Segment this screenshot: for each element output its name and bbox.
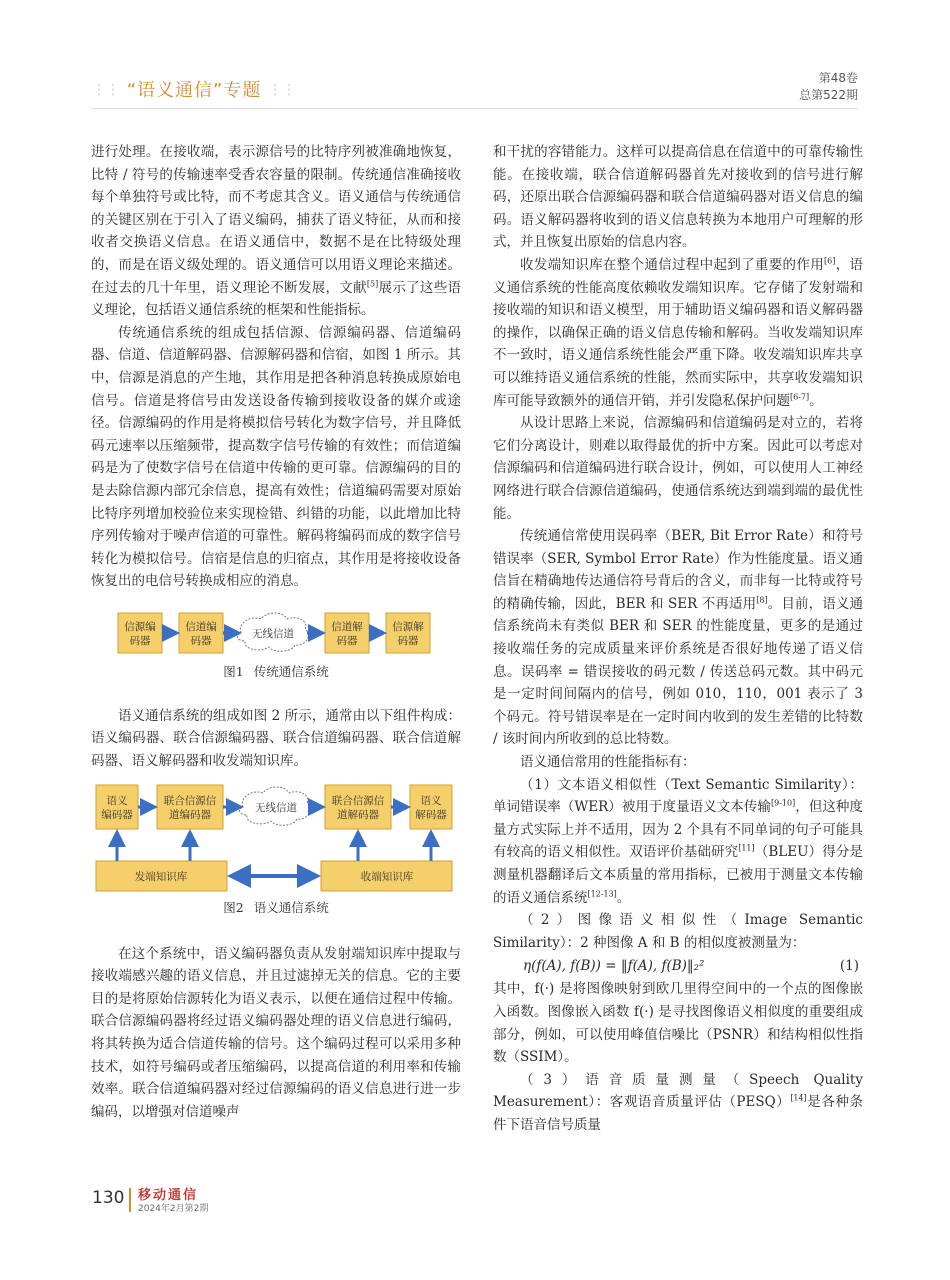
block-label: 道编码器 xyxy=(169,808,211,821)
source-decoder-block xyxy=(386,613,430,653)
topic-title xyxy=(92,76,296,102)
paragraph: 从设计思路上来说，信源编码和信道编码是对立的，若将它们分离设计，则难以取得最优的折中方案。因此可以考虑对信源编码和信道编码进行联合设计，例如，可以使用人工神经网络进行联合信源信道编码，使通信系统达到端到端的最优性能。 xyxy=(493,415,863,522)
block-label: 码器 xyxy=(190,634,212,647)
paragraph: 在这个系统中，语义编码器负责从发射端知识库中提取与接收端感兴趣的语义信息，并且过滤掉无关的信息。它的主要目的是将原始信源转化为语义表示，以便在通信过程中传输。联合信源编码器将经过语义编码器处理的语义信息进行编码，将其转换为适合信道传输的信号。这个编码过程可以采用多种技术，如符号编码或者压缩编码，以提高信道的利用率和传输效率。联合信道编码器对经过信源编码的语义信息进行进一步编码，以增强对信道噪声 xyxy=(91,945,461,1120)
figure-2 xyxy=(91,783,461,895)
figure-1 xyxy=(91,599,461,663)
total-issue: 总第522期 xyxy=(799,88,858,102)
block-label: 信源编 xyxy=(124,620,156,633)
topic-text: “语义通信”专题 xyxy=(126,80,262,101)
block-label: 码器 xyxy=(397,634,419,647)
figure-title: 传统通信系统 xyxy=(253,663,329,679)
citation: [11] xyxy=(738,843,755,853)
paragraph: （2）图像语义相似性（Image Semantic Similarity）：2 种图像 A 和 B 的相似度被测量为： xyxy=(493,912,863,951)
citation: [8] xyxy=(756,595,768,605)
grip-dots-icon: ⋮⋮ xyxy=(268,82,297,98)
paragraph: 语义通信系统的组成如图 2 所示，通常由以下组件构成：语义编码器、联合信源编码器、联合信道编码器、联合信道解码器、语义解码器和收发端知识库。 xyxy=(91,707,461,770)
citation: [9-10] xyxy=(770,798,796,808)
block-label: 码器 xyxy=(129,634,151,647)
block-label: 信道解 xyxy=(331,620,363,633)
citation: [5] xyxy=(366,279,379,289)
figure-number: 图1 xyxy=(223,663,244,679)
paragraph: 其中，f(·) 是将图像映射到欧几里得空间中的一个点的图像嵌入函数。图像嵌入函数 f(·) 是寻找图像语义相似度的重要组成部分，例如，可以使用峰值信噪比（PSNR）和结构相似性指数（SSIM）。 xyxy=(493,981,863,1066)
footer-divider xyxy=(129,1188,131,1212)
issue-date: 2024年2月第2期 xyxy=(138,1204,209,1214)
block-label: 信道编 xyxy=(185,620,217,633)
block-label: 道解码器 xyxy=(337,808,379,821)
paragraph: 进行处理。在接收端，表示源信号的比特序列被准确地恢复，比特 / 符号的传输速率受香农容量的限制。传统通信准确接收每个单独符号或比特，而不考虑其含义。语义通信与传统通信的关键区别在于引入了语义编码，捕获了语义特征，从而和接收者交换语义信息。在语义通信中，数据不是在比特级处理的，而是在语义级处理的。语义通信可以用语义理论来描述。在过去的几十年里，语义理论不断发展，文献[5]展示了这些语义理论，包括语义通信系统的框架和性能指标。 xyxy=(91,144,462,319)
page-number: 130 xyxy=(92,1188,125,1208)
semantic-decoder-block xyxy=(410,785,452,829)
left-column xyxy=(91,141,461,1123)
semantic-encoder-block xyxy=(96,785,138,829)
paragraph: 收发端知识库在整个通信过程中起到了重要的作用[6]，语义通信系统的性能高度依赖收发端知识库。它存储了发射端和接收端的知识和语义模型，用于辅助语义编码器和语义解码器的操作，以确保正确的语义信息传输和解码。当收发端知识库不一致时，语义通信系统性能会严重下降。收发端知识库共享可以维持语义通信系统的性能，然而实际中，共享收发端知识库可能导致额外的通信开销，并引发隐私保护问题[6-7]。 xyxy=(493,256,864,409)
volume-number: 第48卷 xyxy=(818,71,858,85)
paragraph: （1）文本语义相似性（Text Semantic Similarity）：单词错误率（WER）被用于度量语义文本传输[9-10]，但这种度量方式实际上并不适用，因为 2 个具有不同单词的句子可能具有较高的语义相似性。双语评价基础研究[11]（BLEU）得分是测量机器翻译后文本质量的常用指标，已被用于测量文本传输的语义通信系统[12-13]。 xyxy=(493,776,863,906)
block-label: 无线信道 xyxy=(252,627,294,640)
block-label: 联合信源信 xyxy=(163,794,217,807)
right-column xyxy=(493,141,863,1137)
paragraph: 语义通信常用的性能指标有： xyxy=(520,754,696,771)
citation: [12-13] xyxy=(587,889,617,899)
citation: [6-7] xyxy=(790,392,810,402)
block-label: 解码器 xyxy=(415,808,447,821)
paragraph: （3）语音质量测量（Speech Quality Measurement）：客观语音质量评估（PESQ）[14]是各种条件下语音信号质量 xyxy=(493,1071,864,1133)
citation: [14] xyxy=(790,1093,807,1103)
paragraph: 和干扰的容错能力。这样可以提高信息在信道中的可靠传输性能。在接收端，联合信道解码器首先对接收到的信号进行解码，还原出联合信源编码器和联合信道编码器对语义信息的编码。语义解码器将收到的语义信息转换为本地用户可理解的形式，并且恢复出原始的信息内容。 xyxy=(493,144,863,251)
block-label: 编码器 xyxy=(101,808,133,821)
paragraph: 传统通信系统的组成包括信源、信源编码器、信道编码器、信道、信道解码器、信源解码器和信宿，如图 1 所示。其中，信源是消息的产生地，其作用是把各种消息转换成原始电信号。信道是将信号由发送设备传输到接收设备的媒介或途径。信源编码的作用是将模拟信号转化为数字信号，并且降低码元速率以压缩频带，提高数字信号传输的有效性；而信道编码是为了使数字信号在信道中传输的更可靠。信源编码的目的是去除信源内部冗余信息，提高有效性；信道编码需要对原始比特序列增加校验位来实现检错、纠错的功能，以此增加比特序列传输对于噪声信道的可靠性。解码将编码而成的数字信号转化为模拟信号。信宿是信息的归宿点，其作用是将接收设备恢复出的电信号转换成相应的消息。 xyxy=(91,324,461,590)
block-label: 无线信道 xyxy=(255,801,297,814)
figure-2-diagram xyxy=(91,783,461,895)
paragraph: 传统通信常使用误码率（BER, Bit Error Rate）和符号错误率（SER, Symbol Error Rate）作为性能度量。语义通信旨在精确地传达通信符号背后的含义，而非每一比特或符号的精确传输，因此，BER 和 SER 不再适用[8]。目前，语义通信系统尚未有类似 BER 和 SER 的性能度量，更多的是通过接收端任务的完成质量来评价系统是否很好地传递了语义信息。误码率 = 错误接收的码元数 / 传送总码元数。其中码元是一定时间间隔内的信号，例如 010，110，001 表示了 3 个码元。符号错误率是在一定时间内收到的发生差错的比特数 / 该时间内所收到的总比特数。 xyxy=(493,528,863,748)
channel-encoder-block xyxy=(179,613,223,653)
figure-2-caption xyxy=(91,899,461,917)
figure-1-caption xyxy=(91,663,461,681)
block-label: 语义 xyxy=(420,794,442,807)
block-label: 信源解 xyxy=(392,620,424,633)
joint-encoder-block xyxy=(157,785,223,829)
journal-logo: 移动通信 xyxy=(138,1188,199,1203)
block-label: 语义 xyxy=(106,794,128,807)
block-label: 发端知识库 xyxy=(134,870,188,883)
citation: [6] xyxy=(824,256,836,266)
equation-body: η(f(A), f(B)) = ‖f(A), f(B)‖₂² xyxy=(523,958,705,975)
figure-1-diagram xyxy=(91,599,461,663)
volume-info xyxy=(799,70,858,104)
block-label: 收端知识库 xyxy=(360,870,414,883)
block-label: 联合信源信 xyxy=(331,794,385,807)
channel-decoder-block xyxy=(325,613,369,653)
equation-number: (1) xyxy=(839,958,859,975)
figure-title: 语义通信系统 xyxy=(253,899,329,915)
grip-dots-icon: ⋮⋮ xyxy=(92,82,120,98)
source-encoder-block xyxy=(118,613,162,653)
block-label: 码器 xyxy=(336,634,358,647)
figure-number: 图2 xyxy=(223,899,244,915)
equation-1 xyxy=(493,954,863,978)
joint-decoder-block xyxy=(325,785,391,829)
page-header xyxy=(92,70,858,109)
